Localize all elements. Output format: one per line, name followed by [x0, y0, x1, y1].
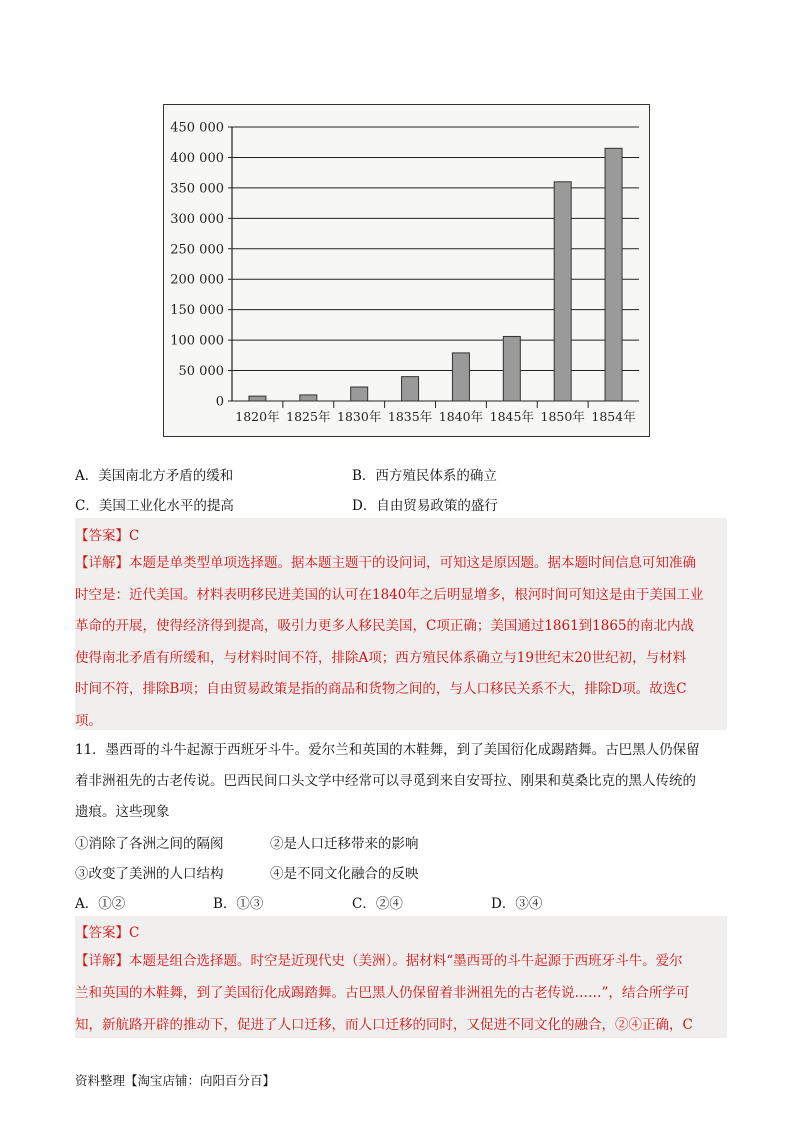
q10-option-d: D．自由贸易政策的盛行: [352, 498, 498, 514]
answer-value: C: [129, 925, 140, 941]
q11-statement-1: ①消除了各洲之间的隔阂: [75, 836, 224, 852]
y-tick-label: 450 000: [170, 120, 224, 136]
bar: [503, 336, 520, 401]
x-tick-label: 1820年: [235, 409, 280, 424]
x-tick-label: 1840年: [438, 409, 484, 424]
q11-option-d: D．③④: [491, 896, 543, 912]
detail-line: 时空是：近代美国。材料表明移民进美国的认可在1840年之后明显增多，根河时间可知这是由于美国工业: [75, 586, 704, 603]
y-tick-label: 300 000: [170, 211, 224, 227]
bar: [351, 387, 368, 401]
bar: [249, 396, 266, 401]
x-tick-label: 1850年: [540, 409, 585, 424]
x-tick-label: 1845年: [489, 409, 534, 424]
y-tick-label: 100 000: [170, 333, 224, 349]
x-tick-label: 1854年: [591, 409, 636, 424]
chart-svg: [164, 105, 651, 438]
stem-line: 11．墨西哥的斗牛起源于西班牙斗牛。爱尔兰和英国的木鞋舞，到了美国衍化成踢踏舞。古巴黑人仍保留: [75, 742, 700, 758]
detail-line: 【详解】本题是组合选择题。时空是近现代史（美洲）。据材料“墨西哥的斗牛起源于西班牙斗牛。爱尔: [75, 953, 683, 969]
q10-detail: [75, 548, 727, 737]
answer-label: 【答案】: [75, 528, 129, 544]
q11-statement-2: ②是人口迁移带来的影响: [270, 836, 419, 852]
detail-line: 革命的开展，使得经济得到提高，吸引力更多人移民美国，C项正确；美国通过1861到1865的南北内战: [75, 618, 695, 634]
q11-option-c: C．②④: [352, 896, 403, 912]
answer-value: C: [129, 528, 140, 544]
y-tick-label: 0: [215, 394, 224, 410]
detail-line: 兰和英国的木鞋舞，到了美国衍化成踢踏舞。古巴黑人仍保留着非洲祖先的古老传说……”，结合所学可: [75, 985, 690, 1001]
detail-line: 时间不符，排除B项；自由贸易政策是指的商品和货物之间的，与人口移民关系不大，排除D项。故选C: [75, 681, 687, 697]
bar: [605, 148, 622, 401]
y-tick-label: 350 000: [170, 181, 224, 197]
bar: [452, 353, 469, 401]
stem-line: 着非洲祖先的古老传说。巴西民间口头文学中经常可以寻觅到来自安哥拉、刚果和莫桑比克的黑人传统的: [75, 773, 696, 789]
y-tick-label: 150 000: [170, 303, 224, 319]
q10-option-b: B．西方殖民体系的确立: [352, 468, 497, 484]
y-tick-label: 400 000: [170, 150, 224, 166]
q11-stem: [75, 735, 727, 828]
q11-option-b: B．①③: [213, 896, 264, 912]
detail-line: 项。: [75, 712, 102, 729]
q11-option-a: A．①②: [75, 896, 126, 912]
detail-line: 使得南北矛盾有所缓和，与材料时间不符，排除A项；西方殖民体系确立与19世纪末20世纪初，与材料: [75, 649, 687, 666]
answer-label: 【答案】: [75, 925, 129, 941]
immigration-bar-chart: [163, 104, 650, 437]
y-tick-label: 50 000: [178, 364, 224, 380]
bar: [554, 182, 571, 401]
q11-statement-4: ④是不同文化融合的反映: [270, 866, 419, 882]
stem-line: 遗痕。这些现象: [75, 804, 170, 820]
q10-option-c: C．美国工业化水平的提高: [75, 498, 234, 514]
q11-answer: [75, 921, 139, 941]
bar: [300, 395, 317, 401]
detail-line: 【详解】本题是单类型单项选择题。据本题主题干的设问词，可知这是原因题。据本题时间信息可知准确: [75, 555, 696, 571]
bar: [402, 377, 419, 401]
q11-statement-3: ③改变了美洲的人口结构: [75, 866, 224, 882]
x-tick-label: 1830年: [337, 409, 382, 424]
detail-label: 【详解】: [75, 555, 129, 571]
footer-source: 资料整理【淘宝店铺：向阳百分百】: [75, 1073, 276, 1088]
y-tick-label: 250 000: [170, 242, 224, 258]
detail-label: 【详解】: [75, 953, 129, 969]
x-tick-label: 1835年: [387, 409, 433, 424]
detail-line: 知，新航路开辟的推动下，促进了人口迁移，而人口迁移的同时，又促进不同文化的融合，②④正确，C: [75, 1017, 693, 1033]
x-tick-label: 1825年: [286, 409, 331, 424]
q11-detail: [75, 945, 727, 1041]
q10-option-a: A．美国南北方矛盾的缓和: [75, 468, 234, 484]
q10-answer: [75, 524, 139, 544]
y-tick-label: 200 000: [170, 272, 224, 288]
